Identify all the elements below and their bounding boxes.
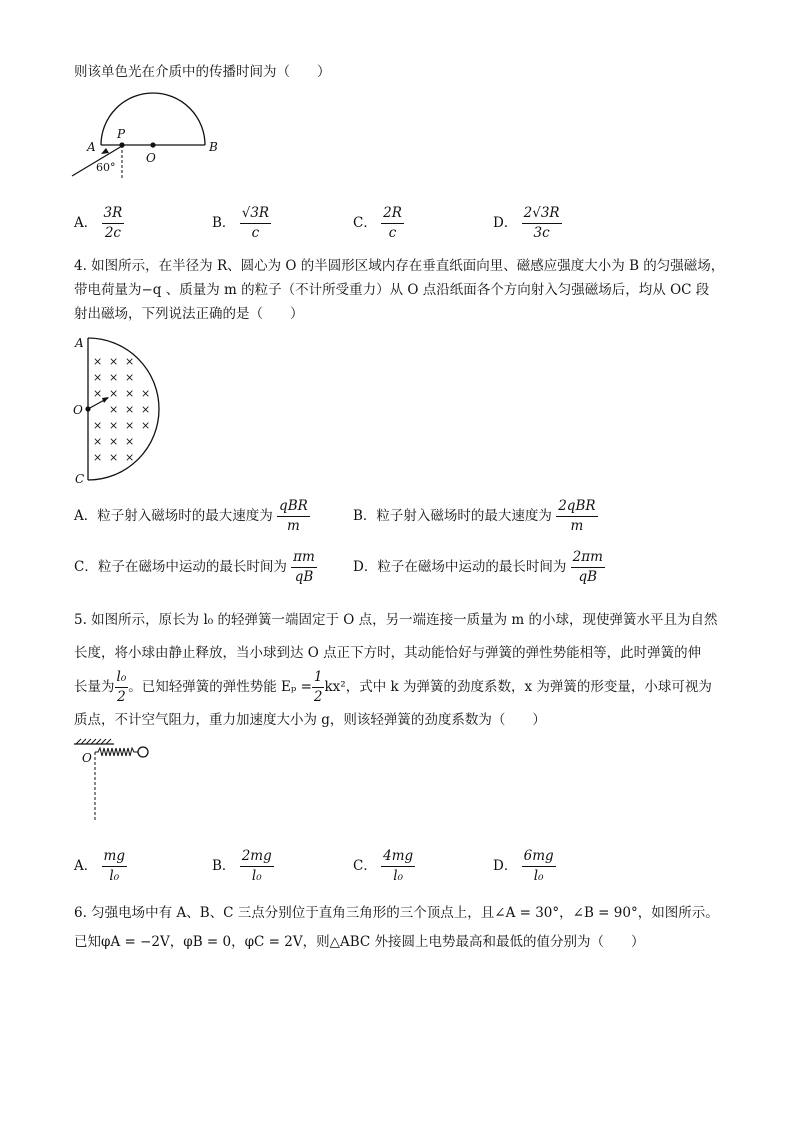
- q4-option-c-letter: C．: [74, 559, 98, 575]
- q3-option-b-den: c: [251, 225, 260, 241]
- q4-stem-line1: 4. 如图所示，在半径为 R、圆心为 O 的半圆形区域内存在垂直纸面向里、磁感应强度大小为 B 的匀强磁场，: [74, 258, 725, 274]
- q4-field-mark: ×: [141, 387, 151, 400]
- q5-half-num: 1: [312, 668, 325, 688]
- q5-extension-den: 2: [117, 689, 126, 705]
- q4-option-b-letter: B．: [353, 508, 377, 524]
- q5-option-b-num: 2mg: [240, 847, 274, 867]
- q4-field-mark: ×: [125, 435, 135, 448]
- q5-option-b[interactable]: [212, 847, 274, 886]
- q6-stem-line2: 已知φA = −2V，φB = 0，φC = 2V，则△ABC 外接圆上电势最高和最低的值分别为（ ）: [74, 934, 645, 950]
- q3-label-A: A: [87, 140, 96, 154]
- q5-ceiling-hatching: [76, 739, 111, 744]
- q4-option-c-text: 粒子在磁场中运动的最长时间为: [97, 559, 287, 575]
- q3-option-b-letter: B．: [212, 215, 236, 231]
- q5-stem-line4: 质点，不计空气阻力，重力加速度大小为 g，则该轻弹簧的劲度系数为（ ）: [74, 712, 546, 728]
- q4-field-mark: ×: [109, 451, 119, 464]
- q4-field-mark: ×: [93, 435, 103, 448]
- q5-option-c-num: 4mg: [381, 847, 415, 867]
- q5-option-a[interactable]: [74, 847, 127, 886]
- q4-option-b-num: 2qBR: [556, 497, 597, 517]
- q4-option-a-num: qBR: [277, 497, 310, 517]
- q5-option-d-den: l₀: [533, 868, 544, 884]
- q5-option-c[interactable]: [353, 847, 415, 886]
- q3-option-d-den: 3c: [533, 225, 550, 241]
- q3-option-a-letter: A．: [74, 215, 98, 231]
- q4-field-mark: ×: [109, 355, 119, 368]
- q5-option-d-num: 6mg: [522, 847, 556, 867]
- q3-option-d-letter: D．: [493, 215, 518, 231]
- q4-label-C: C: [75, 472, 85, 486]
- q4-field-mark: ×: [109, 419, 119, 432]
- q3-option-a-den: 2c: [104, 225, 121, 241]
- q4-field-mark: ×: [109, 403, 119, 416]
- q5-line3-b: 。已知轻弹簧的弹性势能 Eₚ =: [128, 679, 312, 695]
- q4-field-mark: ×: [141, 419, 151, 432]
- q4-label-O: O: [73, 403, 83, 417]
- q5-option-d[interactable]: [493, 847, 556, 886]
- q3-option-c-num: 2R: [381, 204, 404, 224]
- q4-field-mark: ×: [109, 387, 119, 400]
- q4-option-b-den: m: [570, 518, 584, 534]
- q4-option-c-num: πm: [291, 548, 317, 568]
- q4-stem-line2: 带电荷量为−q 、质量为 m 的粒子（不计所受重力）从 O 点沿纸面各个方向射入匀强磁场后，均从 OC 段: [74, 282, 710, 298]
- q4-option-c-den: qB: [294, 569, 314, 585]
- q4-field-mark: ×: [109, 371, 119, 384]
- q5-option-a-den: l₀: [109, 868, 120, 884]
- q3-stem-tail: 则该单色光在介质中的传播时间为（ ）: [74, 64, 331, 80]
- q5-spring: [95, 748, 138, 756]
- q4-field-mark: ×: [93, 371, 103, 384]
- q4-field-mark: ×: [125, 355, 135, 368]
- q4-option-a-text: 粒子射入磁场时的最大速度为: [97, 508, 273, 524]
- q4-option-a-letter: A．: [74, 508, 98, 524]
- q3-label-O: O: [146, 151, 156, 165]
- q4-option-d-letter: D．: [353, 559, 378, 575]
- q5-line3-a: 长量为: [74, 679, 115, 695]
- q4-field-mark: ×: [125, 419, 135, 432]
- q4-option-d-den: qB: [578, 569, 598, 585]
- q5-option-c-fraction: [381, 847, 415, 886]
- q4-field-mark: ×: [93, 355, 103, 368]
- q3-option-c-letter: C．: [353, 215, 377, 231]
- q5-option-c-letter: C．: [353, 858, 377, 874]
- q5-option-a-letter: A．: [74, 858, 98, 874]
- q4-field-mark: ×: [93, 451, 103, 464]
- q4-field-mark: ×: [125, 403, 135, 416]
- q5-option-b-den: l₀: [251, 868, 262, 884]
- q5-option-d-letter: D．: [493, 858, 518, 874]
- q3-label-B: B: [209, 140, 218, 154]
- q3-option-d-num: 2√3R: [522, 204, 562, 224]
- q5-option-b-fraction: [240, 847, 274, 886]
- q3-option-a-num: 3R: [102, 204, 125, 224]
- q4-field-mark: ×: [125, 387, 135, 400]
- q5-stem-line2: 长度，将小球由静止释放，当小球到达 O 点正下方时，其动能恰好与弹簧的弹性势能相等，此时弹簧的伸: [74, 645, 702, 661]
- q4-option-a-den: m: [287, 518, 300, 534]
- q5-option-d-fraction: [522, 847, 556, 886]
- q3-label-P: P: [117, 127, 126, 141]
- q4-field-mark: ×: [93, 419, 103, 432]
- q5-stem-line1: 5. 如图所示，原长为 l₀ 的轻弹簧一端固定于 O 点，另一端连接一质量为 m 的小球，现使弹簧水平且为自然: [74, 612, 718, 628]
- q3-option-c-den: c: [388, 225, 397, 241]
- q3-option-b-num: √3R: [240, 204, 271, 224]
- q5-line3-c: kx²，式中 k 为弹簧的劲度系数，x 为弹簧的形变量，小球可视为: [324, 679, 712, 695]
- q4-field-mark: ×: [109, 435, 119, 448]
- q5-option-c-den: l₀: [393, 868, 404, 884]
- q5-label-O: O: [82, 751, 92, 765]
- q4-option-b-text: 粒子射入磁场时的最大速度为: [376, 508, 552, 524]
- q4-field-mark: ×: [125, 371, 135, 384]
- q4-option-d-num: 2πm: [571, 548, 605, 568]
- q4-stem-line3: 射出磁场，下列说法正确的是（ ）: [74, 306, 304, 322]
- q4-field-mark: ×: [125, 451, 135, 464]
- q4-option-d-text: 粒子在磁场中运动的最长时间为: [377, 559, 567, 575]
- q4-field-mark: ×: [93, 387, 103, 400]
- q6-stem-line1: 6. 匀强电场中有 A、B、C 三点分别位于直角三角形的三个顶点上，且∠A = 30°，∠B = 90°，如图所示。: [74, 905, 719, 921]
- q5-option-a-num: mg: [102, 847, 127, 867]
- q5-extension-num: l₀: [115, 668, 129, 688]
- q4-field-mark: ×: [141, 403, 151, 416]
- q5-half-den: 2: [313, 689, 323, 705]
- q3-label-angle: 60°: [96, 161, 116, 174]
- q5-option-a-fraction: [102, 847, 127, 886]
- q5-option-b-letter: B．: [212, 858, 236, 874]
- q4-label-A: A: [75, 336, 84, 350]
- q5-ball: [138, 747, 148, 757]
